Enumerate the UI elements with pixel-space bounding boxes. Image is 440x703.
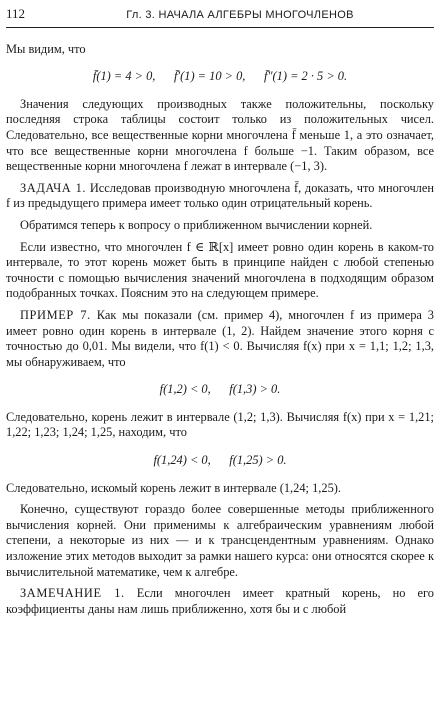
- paragraph-derivatives: Значения следующих производных также положительны, поскольку последняя строка таблицы состоит только из положительных чисел. Следовательно, все вещественные корни многочлена f̄ меньше 1, а это означает, что все вещественные корни многочлена f больше −1. Таким образом, все вещественные корни многочлена f лежат в интервале (−1, 3).: [6, 96, 434, 174]
- task-label: ЗАДАЧА 1.: [20, 180, 87, 195]
- remark-label: ЗАМЕЧАНИЕ 1.: [20, 586, 125, 601]
- running-title: Гл. 3. НАЧАЛА АЛГЕБРЫ МНОГОЧЛЕНОВ: [126, 9, 354, 21]
- intro-line: Мы видим, что: [6, 41, 86, 56]
- formula-interval-1: f(1,2) < 0, f(1,3) > 0.: [159, 382, 281, 397]
- paragraph-interval: Следовательно, корень лежит в интервале (1,2; 1,3). Вычисляя f(x) при x = 1,21; 1,22; 1,23; 1,24; 1,25, находим, что: [6, 409, 434, 440]
- paragraph-approx-intro: Обратимся теперь к вопросу о приближенном вычислении корней.: [20, 217, 373, 232]
- paragraph-methods: Конечно, существуют гораздо более совершенные методы приближенного вычисления корней. Они применимы к алгебраическим уравнениям любой степени, а некоторые из них — и к трансцендентным уравнениям. Однако изложение этих методов выходит за рамки нашего курса: они относятся скорее к вычислительной математике, чем к алгебре.: [6, 502, 434, 579]
- paragraph-result: Следовательно, искомый корень лежит в интервале (1,24; 1,25).: [6, 480, 341, 495]
- remark-paragraph: [6, 586, 434, 617]
- task-paragraph: [6, 181, 434, 212]
- example-paragraph: [6, 308, 434, 370]
- page-number: 112: [6, 6, 26, 21]
- remark-text: Если многочлен имеет кратный корень, но его коэффициенты даны нам лишь приближенно, хотя бы и с любой: [6, 586, 434, 616]
- paragraph-approx-method: Если известно, что многочлен f ∈ ℝ[x] имеет ровно один корень в каком-то интервале, то этот корень может быть в принципе найден с любой степенью точности с помощью вычисления значений многочлена в подходящим образом подобранных точках. Поясним это на следующем примере.: [6, 239, 434, 301]
- example-text: Как мы показали (см. пример 4), многочлен f из примера 3 имеет ровно один корень в интервале (1, 2). Найдем значение этого корня с точностью до 0,01. Мы видели, что f(1) < 0. Вычисляя f(x) при x = 1,1; 1,2; 1,3, мы обнаруживаем, что: [6, 307, 434, 369]
- formula-interval-2: f(1,24) < 0, f(1,25) > 0.: [153, 453, 287, 468]
- page-header: [6, 6, 434, 28]
- example-label: ПРИМЕР 7.: [20, 307, 91, 322]
- task-text: Исследовав производную многочлена f̄, доказать, что многочлен f из предыдущего примера имеет только один отрицательный корень.: [6, 180, 434, 211]
- formula-derivatives: f̄(1) = 4 > 0, f̄′(1) = 10 > 0, f̄″(1) = 2 · 5 > 0.: [92, 69, 348, 84]
